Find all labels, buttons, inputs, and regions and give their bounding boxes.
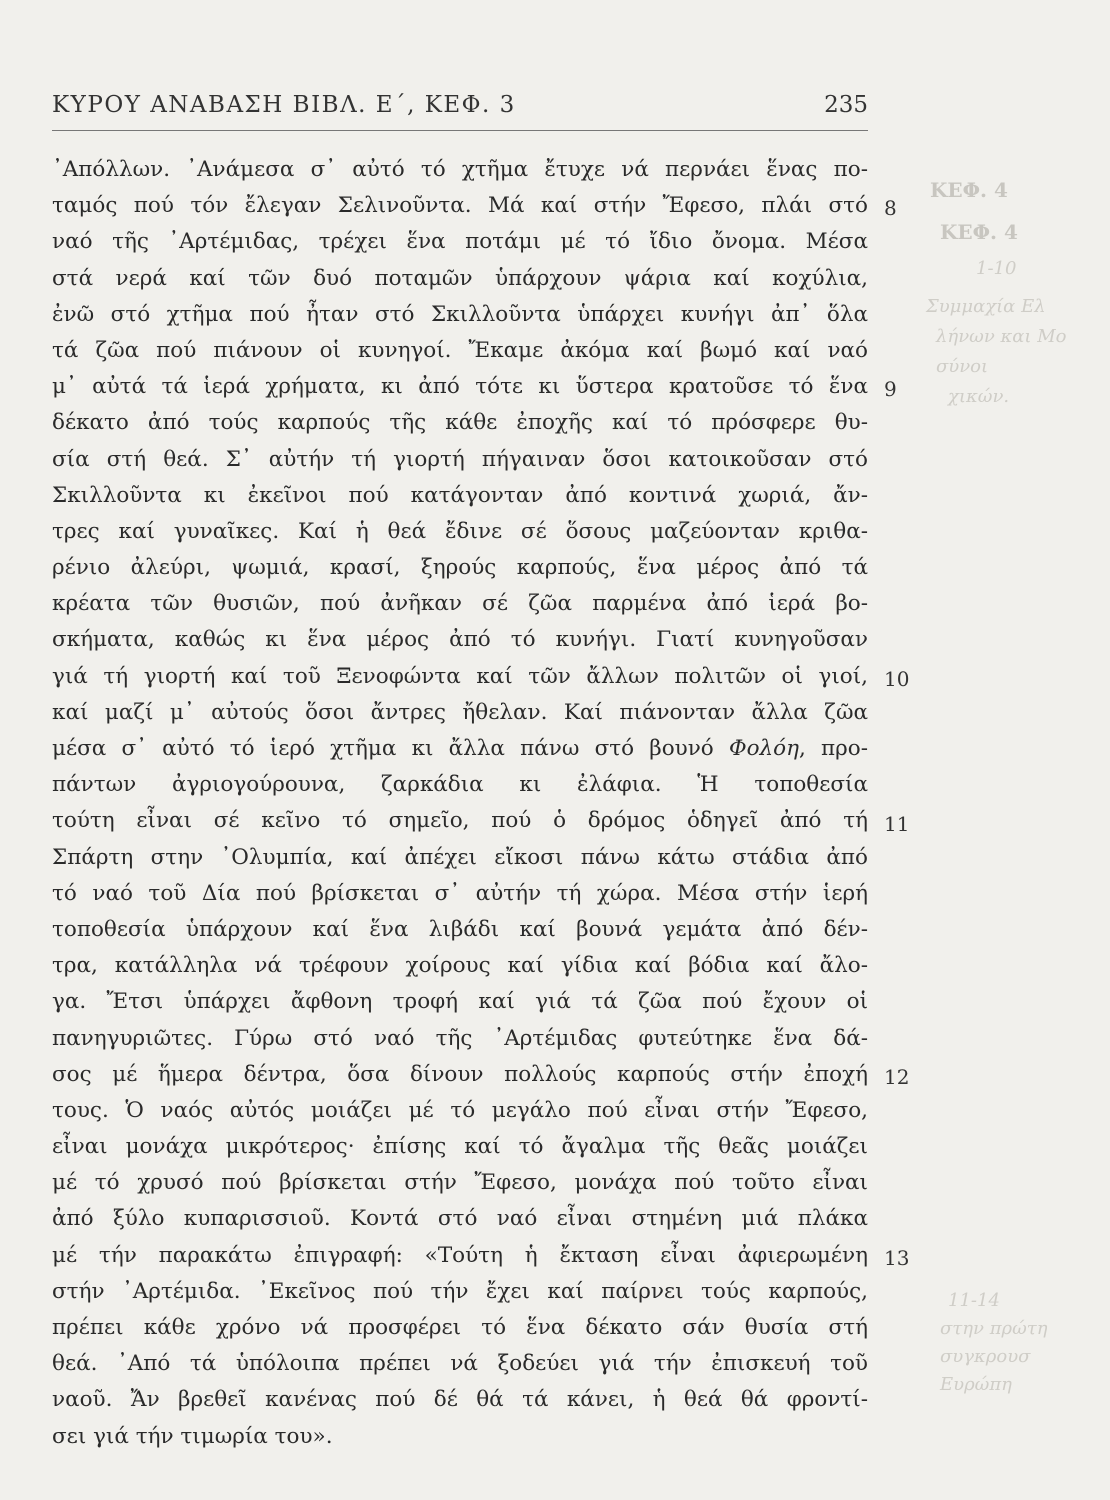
section-number: 13 bbox=[884, 1246, 910, 1270]
text-line: δέκατο ἀπό τούς καρπούς τῆς κάθε ἐποχῆς καί τό πρόσφερε θυ- bbox=[52, 410, 868, 436]
bleed-line: λήνων και Μο bbox=[936, 326, 1067, 347]
text-line: τοποθεσία ὑπάρχουν καί ἕνα λιβάδι καί βουνά γεμάτα ἀπό δέν- bbox=[52, 916, 868, 942]
text-line: ταμός πού τόν ἔλεγαν Σελινοῦντα. Μά καί στήν Ἔφεσο, πλάι στό bbox=[52, 193, 868, 219]
text-line: μέσα σ᾿ αὐτό τό ἱερό χτῆμα κι ἄλλα πάνω στό βουνό Φολόη, προ- bbox=[52, 736, 868, 761]
text-line: ναοῦ. Ἄν βρεθεῖ κανένας πού δέ θά τά κάνει, ἡ θεά θά φροντί- bbox=[52, 1387, 868, 1413]
text-line: σκήματα, καθώς κι ἕνα μέρος ἀπό τό κυνήγι. Γιατί κυνηγοῦσαν bbox=[52, 627, 868, 653]
running-header bbox=[52, 92, 868, 122]
header-rule bbox=[52, 130, 868, 131]
running-header-title: ΚΥΡΟΥ ΑΝΑΒΑΣΗ ΒΙΒΛ. Ε΄, ΚΕΦ. 3 bbox=[52, 92, 516, 118]
text-line: Σκιλλοῦντα κι ἐκεῖνοι πού κατάγονταν ἀπό κοντινά χωριά, ἄν- bbox=[52, 482, 868, 508]
section-number: 10 bbox=[884, 666, 910, 691]
text-line: καί μαζί μ᾿ αὐτούς ὅσοι ἄντρες ἤθελαν. Καί πιάνονταν ἄλλα ζῶα bbox=[52, 699, 868, 725]
section-number: 9 bbox=[884, 377, 897, 402]
bleed-line: χικών. bbox=[948, 386, 1010, 407]
text-line: σει γιά τήν τιμωρία του». bbox=[52, 1423, 333, 1449]
text-line: σία στή θεά. Σ᾿ αὐτήν τή γιορτή πήγαιναν ὅσοι κατοικοῦσαν στό bbox=[52, 446, 868, 472]
text-line: μ᾿ αὐτά τά ἱερά χρήματα, κι ἀπό τότε κι ὕστερα κρατοῦσε τό ἕνα bbox=[52, 374, 868, 400]
text-line: πάντων ἀγριογούρουνα, ζαρκάδια κι ἐλάφια. Ἡ τοποθεσία bbox=[52, 772, 868, 798]
page-number: 235 bbox=[824, 92, 868, 118]
text-line: πανηγυριῶτες. Γύρω στό ναό τῆς ᾿Αρτέμιδας φυτεύτηκε ἕνα δά- bbox=[52, 1025, 868, 1051]
body-text bbox=[52, 152, 868, 1455]
bleed-line: Ευρώπη bbox=[940, 1374, 1012, 1395]
text-line: μέ τό χρυσό πού βρίσκεται στήν Ἔφεσο, μονάχα πού τοῦτο εἶναι bbox=[52, 1170, 868, 1196]
bleed-line: ΚΕΦ. 4 bbox=[930, 178, 1008, 202]
section-number: 8 bbox=[884, 196, 897, 221]
bleed-line: ΚΕΦ. 4 bbox=[940, 220, 1018, 244]
text-line: θεά. ᾿Από τά ὑπόλοιπα πρέπει νά ξοδεύει γιά τήν ἐπισκευή τοῦ bbox=[52, 1351, 868, 1377]
bleed-line: σύνοι bbox=[936, 356, 989, 377]
text-line: γιά τή γιορτή καί τοῦ Ξενοφώντα καί τῶν ἄλλων πολιτῶν οἱ γιοί, bbox=[52, 663, 868, 689]
section-number: 11 bbox=[884, 811, 910, 836]
text-line: τό ναό τοῦ Δία πού βρίσκεται σ᾿ αὐτήν τή χώρα. Μέσα στήν ἱερή bbox=[52, 880, 868, 906]
text-line: τρες καί γυναῖκες. Καί ἡ θεά ἔδινε σέ ὅσους μαζεύονταν κριθα- bbox=[52, 518, 868, 544]
bleed-line: Συμμαχία Ελ bbox=[926, 296, 1046, 317]
bleed-line: στην πρώτη bbox=[940, 1318, 1048, 1339]
text-line: ρένιο ἀλεύρι, ψωμιά, κρασί, ξηρούς καρπούς, ἕνα μέρος ἀπό τά bbox=[52, 555, 868, 581]
text-line: γα. Ἔτσι ὑπάρχει ἄφθονη τροφή καί γιά τά ζῶα πού ἔχουν οἱ bbox=[52, 989, 868, 1015]
text-line: ναό τῆς ᾿Αρτέμιδας, τρέχει ἕνα ποτάμι μέ τό ἴδιο ὄνομα. Μέσα bbox=[52, 229, 868, 255]
text-line: τους. Ὁ ναός αὐτός μοιάζει μέ τό μεγάλο πού εἶναι στήν Ἔφεσο, bbox=[52, 1097, 868, 1123]
text-line: στήν ᾿Αρτέμιδα. ᾿Εκεῖνος πού τήν ἔχει καί παίρνει τούς καρπούς, bbox=[52, 1278, 868, 1304]
text-line: εἶναι μονάχα μικρότερος· ἐπίσης καί τό ἄγαλμα τῆς θεᾶς μοιάζει bbox=[52, 1134, 868, 1160]
bleed-line: 1-10 bbox=[976, 258, 1017, 279]
text-line: ἐνῶ στό χτῆμα πού ἦταν στό Σκιλλοῦντα ὑπάρχει κυνήγι ἀπ᾿ ὅλα bbox=[52, 301, 868, 327]
text-line: πρέπει κάθε χρόνο νά προσφέρει τό ἕνα δέκατο σάν θυσία στή bbox=[52, 1315, 868, 1340]
text-line: τούτη εἶναι σέ κεῖνο τό σημεῖο, πού ὁ δρόμος ὁδηγεῖ ἀπό τή bbox=[52, 808, 868, 834]
text-line: ᾿Απόλλων. ᾿Ανάμεσα σ᾿ αὐτό τό χτῆμα ἔτυχε νά περνάει ἕνας πο- bbox=[52, 157, 868, 182]
text-line: σος μέ ἥμερα δέντρα, ὅσα δίνουν πολλούς καρπούς στήν ἐποχή bbox=[52, 1061, 868, 1087]
bleed-line: 11-14 bbox=[948, 1290, 1000, 1311]
text-line: μέ τήν παρακάτω ἐπιγραφή: «Τούτη ἡ ἔκταση εἶναι ἀφιερωμένη bbox=[52, 1242, 868, 1268]
text-line: τρα, κατάλληλα νά τρέφουν χοίρους καί γίδια καί βόδια καί ἄλο- bbox=[52, 953, 868, 979]
text-line: Σπάρτη στην ᾿Ολυμπία, καί ἀπέχει εἴκοσι πάνω κάτω στάδια ἀπό bbox=[52, 844, 868, 870]
text-line: τά ζῶα πού πιάνουν οἱ κυνηγοί. Ἔκαμε ἀκόμα καί βωμό καί ναό bbox=[52, 337, 868, 363]
bleed-line: συγκρουσ bbox=[940, 1346, 1031, 1367]
text-line: κρέατα τῶν θυσιῶν, πού ἀνῆκαν σέ ζῶα παρμένα ἀπό ἱερά βο- bbox=[52, 591, 868, 617]
section-number: 12 bbox=[884, 1065, 910, 1089]
text-line: στά νερά καί τῶν δυό ποταμῶν ὑπάρχουν ψάρια καί κοχύλια, bbox=[52, 265, 868, 291]
show-through-text bbox=[918, 60, 1110, 1450]
text-line: ἀπό ξύλο κυπαρισσιοῦ. Κοντά στό ναό εἶναι στημένη μιά πλάκα bbox=[52, 1206, 868, 1232]
